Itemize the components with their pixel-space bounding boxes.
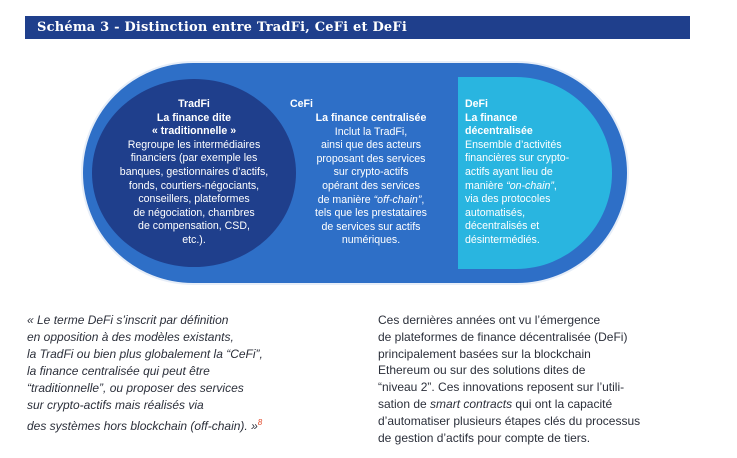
defi-line: actifs ayant lieu de (465, 165, 553, 178)
tradfi-line: banques, gestionnaires d’actifs, (119, 165, 269, 178)
paragraph-line: d’automatiser plusieurs étapes clés du processus (378, 413, 641, 428)
tradfi-line: fonds, courtiers-négociants, (128, 179, 260, 192)
cefi-line: opérant des services (322, 179, 420, 192)
defi-subtitle-2: décentralisée (465, 125, 533, 138)
quote-line: la finance centralisée qui peut être (27, 364, 210, 378)
paragraph-line: de plateformes de finance décentralisée (DeFi) (378, 329, 628, 344)
tradfi-line: etc.). (182, 233, 206, 246)
cefi-line-offchain: de manière “off-chain”, (317, 193, 425, 206)
cefi-block (284, 112, 458, 248)
cefi-subtitle: La finance centralisée (315, 112, 427, 124)
paragraph-line: Ces dernières années ont vu l’émergence (378, 313, 601, 327)
tradfi-title: TradFi (178, 98, 210, 110)
defi-line: Ensemble d’activités (465, 138, 562, 151)
paragraph-line: Ethereum ou sur des solutions dites de (378, 363, 586, 378)
cefi-line: de services sur actifs (321, 220, 421, 233)
tradfi-block (106, 98, 282, 248)
tradfi-subtitle-2: « traditionnelle » (151, 125, 237, 138)
cefi-line: sur crypto-actifs (333, 166, 409, 179)
quote-line: la TradFi ou bien plus globalement la “CeFi”, (27, 347, 263, 361)
tradfi-line: de compensation, CSD, (138, 220, 250, 233)
figure-title: Schéma 3 - Distinction entre TradFi, CeFi et DeFi (37, 20, 407, 35)
paragraph-line: principalement basées sur la blockchain (378, 346, 591, 361)
tradfi-line: Regroupe les intermédiaires (127, 138, 261, 151)
quote-line: « Le terme DeFi s’inscrit par définition (27, 313, 229, 327)
defi-subtitle-1: La finance (465, 111, 518, 124)
cefi-line: Inclut la TradFi, (334, 125, 408, 138)
paragraph-line: de gestion d’actifs pour compte de tiers. (378, 430, 591, 445)
defi-block (465, 98, 615, 248)
defi-line: automatisés, (465, 206, 526, 219)
tradfi-line: conseillers, plateformes (138, 193, 250, 206)
footnote-ref[interactable]: 8 (257, 418, 263, 427)
defi-title: DeFi (465, 98, 488, 110)
smart-contracts-term: smart contracts (430, 396, 513, 411)
onchain-term: “on-chain” (506, 179, 554, 192)
defi-line: décentralisés et (465, 220, 540, 233)
offchain-term: “off-chain” (373, 193, 422, 206)
paragraph-line: “niveau 2”. Ces innovations reposent sur l’utili- (378, 380, 625, 395)
quote-line: sur crypto-actifs mais réalisés via (27, 398, 204, 412)
paragraph-line-smart-contracts: sation de smart contracts qui ont la capacité (378, 396, 613, 411)
cefi-line: numériques. (341, 234, 401, 247)
body-paragraph (378, 312, 688, 446)
tradfi-line: financiers (par exemple les (130, 152, 258, 165)
quote-last-line: des systèmes hors blockchain (off-chain). »$^8$ (27, 418, 263, 433)
cefi-line: proposant des services (316, 152, 426, 165)
tradfi-subtitle-1: La finance dite (156, 111, 232, 124)
defi-line: via des protocoles (465, 193, 551, 206)
quote-block (27, 312, 327, 435)
cefi-title: CeFi (290, 98, 313, 110)
quote-line: en opposition à des modèles existants, (27, 330, 234, 344)
defi-line: désintermédiés. (465, 233, 540, 246)
defi-line: financières sur crypto- (465, 152, 570, 165)
cefi-line: ainsi que des acteurs (320, 139, 422, 152)
quote-line: “traditionnelle”, ou proposer des services (27, 381, 244, 395)
defi-line-onchain: manière “on-chain”, (465, 179, 557, 192)
cefi-line: tels que les prestataires (315, 207, 427, 220)
tradfi-line: de négociation, chambres (133, 206, 255, 219)
